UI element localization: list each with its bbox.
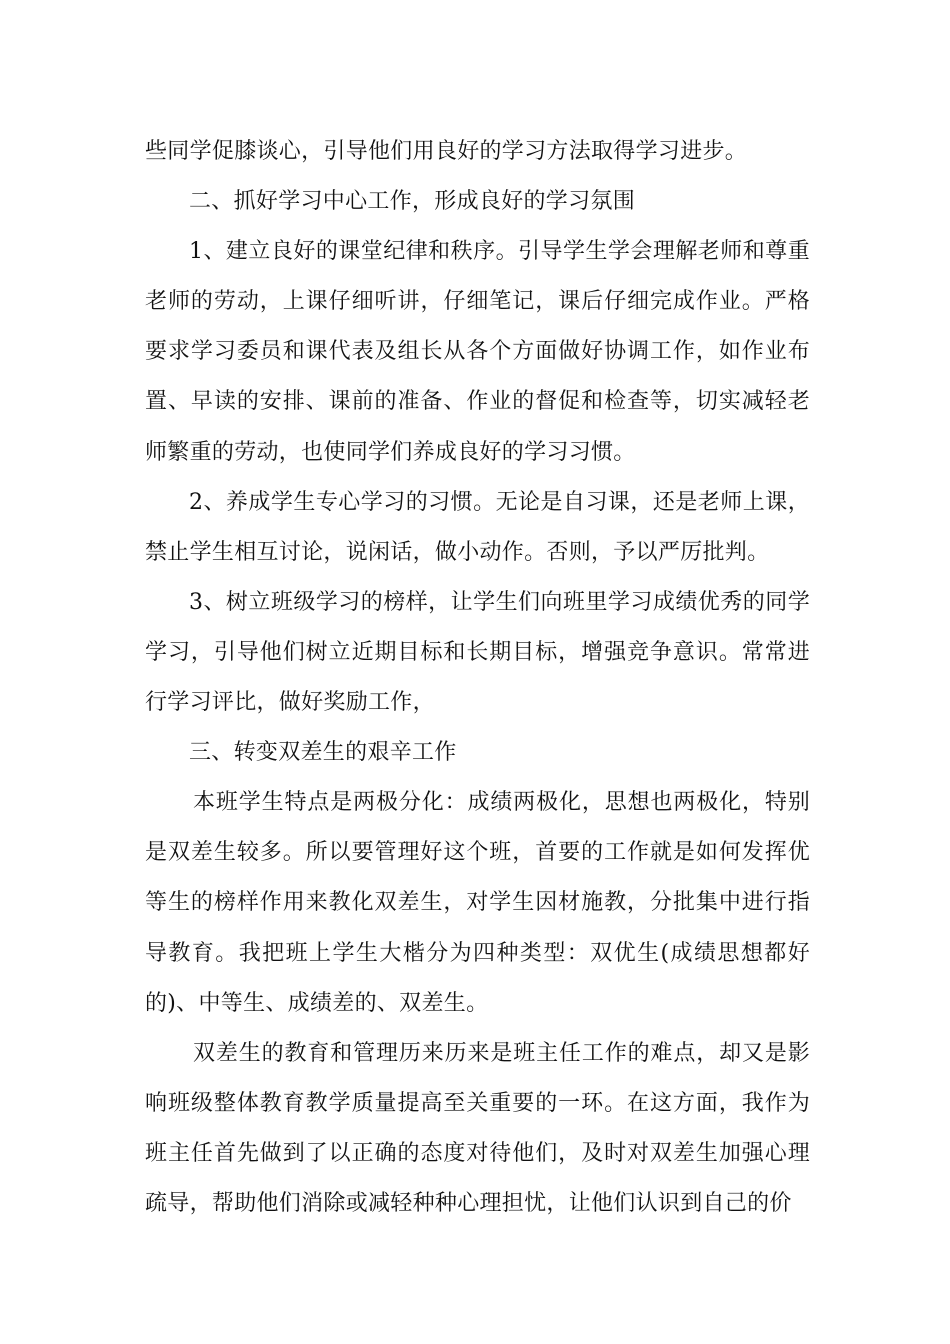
paragraph	[145, 778, 810, 1028]
document-body	[145, 127, 810, 1229]
paragraph-line: 的)、中等生、成绩差的、双差生。	[145, 990, 489, 1016]
paragraph-line: 师繁重的劳动，也使同学们养成良好的学习习惯。	[145, 439, 636, 465]
paragraph-line: 三、转变双差生的艰辛工作	[189, 740, 457, 766]
paragraph-line: 双差生的教育和管理历来历来是班主任工作的难点，却又是影	[193, 1040, 810, 1066]
paragraph	[145, 227, 810, 477]
paragraph-line: 响班级整体教育教学质量提高至关重要的一环。在这方面，我作为	[145, 1090, 810, 1116]
paragraph-line: 3、树立班级学习的榜样，让学生们向班里学习成绩优秀的同学	[189, 589, 810, 615]
paragraph-line: 疏导，帮助他们消除或减轻种种心理担忧，让他们认识到自己的价	[145, 1190, 792, 1216]
paragraph-line: 要求学习委员和课代表及组长从各个方面做好协调工作，如作业布	[145, 339, 810, 365]
paragraph	[145, 578, 810, 728]
paragraph-line: 2、养成学生专心学习的习惯。无论是自习课，还是老师上课，	[189, 489, 810, 515]
paragraph-line: 等生的榜样作用来教化双差生，对学生因材施教，分批集中进行指	[145, 890, 810, 916]
paragraph	[145, 177, 810, 227]
paragraph-line: 本班学生特点是两极分化：成绩两极化，思想也两极化，特别	[193, 790, 810, 816]
paragraph	[145, 1029, 810, 1229]
paragraph-line: 导教育。我把班上学生大楷分为四种类型：双优生(成绩思想都好	[145, 940, 810, 966]
paragraph-line: 些同学促膝谈心，引导他们用良好的学习方法取得学习进步。	[145, 139, 748, 164]
paragraph-line: 老师的劳动，上课仔细听讲，仔细笔记，课后仔细完成作业。严格	[145, 289, 810, 315]
paragraph	[145, 728, 810, 778]
paragraph-line: 班主任首先做到了以正确的态度对待他们，及时对双差生加强心理	[145, 1140, 810, 1166]
paragraph-line: 学习，引导他们树立近期目标和长期目标，增强竞争意识。常常进	[145, 639, 810, 665]
paragraph	[145, 127, 810, 177]
paragraph-line: 二、抓好学习中心工作，形成良好的学习氛围	[189, 189, 636, 215]
paragraph	[145, 478, 810, 578]
paragraph-line: 行学习评比，做好奖励工作，	[145, 690, 435, 716]
paragraph-line: 是双差生较多。所以要管理好这个班，首要的工作就是如何发挥优	[145, 840, 810, 866]
paragraph-line: 禁止学生相互讨论，说闲话，做小动作。否则，予以严厉批判。	[145, 539, 770, 565]
paragraph-line: 置、早读的安排、课前的准备、作业的督促和检查等，切实减轻老	[145, 389, 810, 415]
paragraph-line: 1、建立良好的课堂纪律和秩序。引导学生学会理解老师和尊重	[189, 239, 810, 265]
